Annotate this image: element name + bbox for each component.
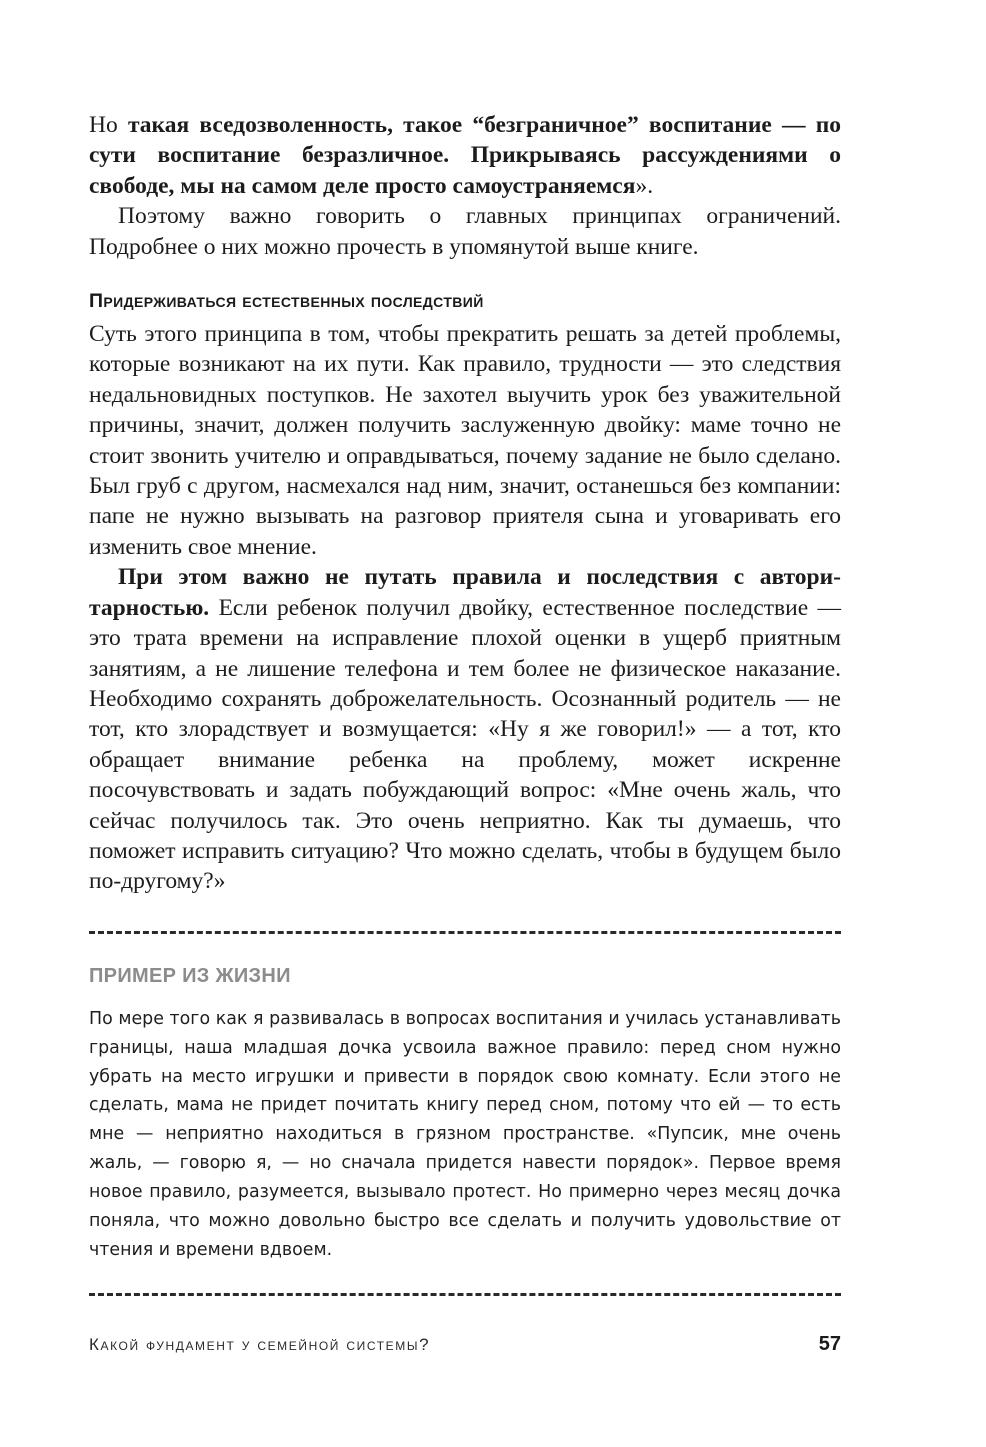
intro-lead-text: Но: [89, 112, 128, 138]
intro-paragraph-1: [89, 110, 841, 201]
section-heading: Придерживаться естественных последствий: [89, 290, 484, 313]
section-paragraph-2: [89, 562, 841, 896]
page-number: 57: [818, 1333, 841, 1355]
section-bold-text: При этом важно не путать правила и последствия с авторитарностью.: [89, 564, 841, 621]
page-footer: [89, 1335, 841, 1361]
example-box-heading: ПРИМЕР ИЗ ЖИЗНИ: [89, 964, 291, 987]
running-title: Какой фундамент у семейной системы?: [89, 1335, 431, 1354]
section-paragraph-1: Суть этого принципа в том, чтобы прекратить решать за детей проблемы, которые возникают на их пути. Как правило, трудности — это следствия недальновидных поступков. Не захотел выучить урок без уважительной причины, значит, должен получить заслуженную двойку: маме точно не стоит звонить учителю и оправдываться, почему задание не было сделано. Был груб с другом, насмехался над ним, значит, останешься без компании: папе не нужно вызывать на разговор приятеля сына и уговаривать его изменить свое мнение.: [89, 321, 841, 560]
box-bottom-divider: [89, 1293, 841, 1296]
intro-bold-text: такая вседозволенность, такое “безграничное” воспитание — по сути воспитание безразличное. Прикрываясь рассуждениями о свободе, мы на самом деле просто самоустраняемся: [89, 112, 841, 199]
intro-tail-text: ».: [635, 172, 654, 199]
intro-paragraph-2: Поэтому важно говорить о главных принципах ограничений. Подробнее о них можно прочесть в упомянутой выше книге.: [89, 203, 841, 260]
section-rest-text: Если ребенок получил двойку, естественное последствие — это трата времени на исправление плохой оценки в ущерб приятным занятиям, а не лишение телефона и тем более не физическое наказание. Необходимо сохранять доброжелательность. Осознанный родитель — не тот, кто злорадствует и возмущается: «Ну я же говорил!» — а тот, кто обращает внимание ребенка на проблему, может искренне посочувствовать и задать побуждающий вопрос: «Мне очень жаль, что сейчас получилось так. Это очень неприятно. Как ты думаешь, что поможет исправить ситуацию? Что можно сделать, чтобы в будущем было по-другому?»: [89, 594, 841, 895]
page-content: [89, 110, 841, 1296]
example-box-text: По мере того как я развивалась в вопросах воспитания и училась устанавливать границы, наша младшая дочка усвоила важное правило: перед сном нужно убрать на место игрушки и привести в порядок свою комнату. Если этого не сделать, мама не придет почитать книгу перед сном, потому что ей — то есть мне — неприятно находиться в грязном пространстве. «Пупсик, мне очень жаль, — говорю я, — но сначала придется навести порядок». Первое время новое правило, разумеется, вызывало протест. Но примерно через месяц дочка поняла, что можно довольно быстро все сделать и получить удовольствие от чтения и времени вдвоем.: [89, 1008, 841, 1260]
box-top-divider: [89, 931, 841, 934]
